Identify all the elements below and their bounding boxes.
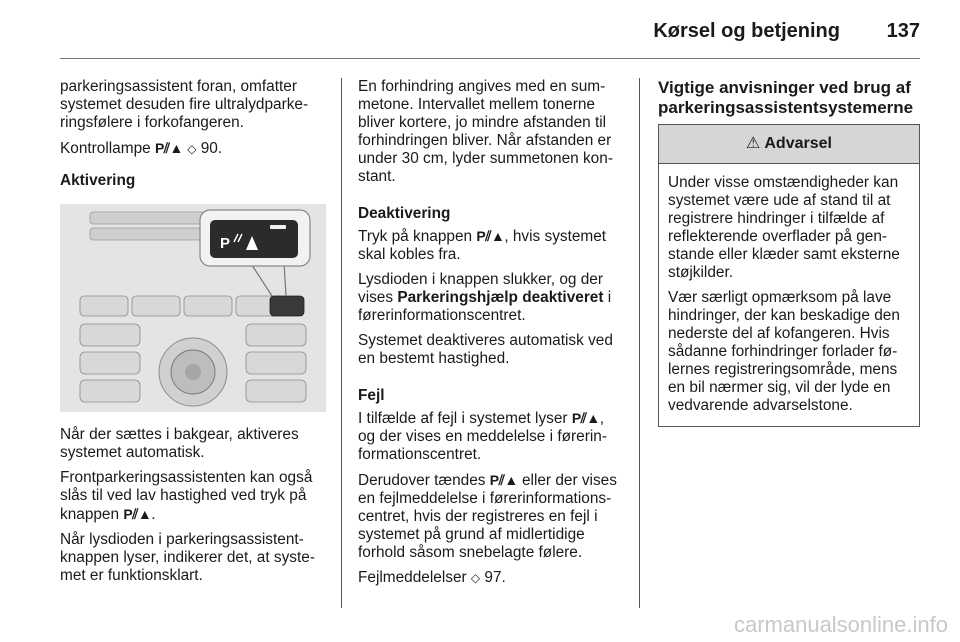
paragraph: parkeringsassistent foran, omfatter systemet desuden fire ultralydparkeringsfølere i forkofangeren. — [60, 78, 309, 131]
column-middle — [358, 78, 624, 594]
warning-title: Advarsel — [764, 135, 832, 152]
park-assist-icon: P⫽▲ — [123, 506, 152, 522]
park-assist-icon: P⫽▲ — [476, 228, 505, 244]
text: , hvis systemet skal kobles fra. — [358, 228, 607, 263]
park-assist-button-small — [270, 296, 304, 316]
section-heading-deactivation: Deaktivering — [358, 205, 451, 222]
text: Lysdioden i knappen slukker, og der vises — [358, 271, 603, 306]
paragraph: En forhindring angives med en summetone. Intervallet mellem tonerne bliver kortere, jo mindre afstanden til forhindringen bliver. Når afstanden er under 30 cm, lyder summetonen konstant. — [358, 78, 613, 185]
park-assist-icon: P⫽▲ — [154, 140, 183, 156]
paragraph — [60, 469, 326, 524]
text: Frontparkeringsassistenten kan også slås til ved lav hastighed ved tryk på knappen — [60, 469, 313, 523]
text: . — [151, 506, 156, 523]
page-number: 137 — [886, 20, 920, 42]
text: Tryk på knappen — [358, 228, 477, 245]
page-reference: 90. — [196, 140, 223, 157]
watermark: carmanualsonline.info — [733, 612, 948, 637]
button-label-p: P — [220, 235, 231, 252]
column-divider — [341, 78, 342, 608]
paragraph — [358, 271, 624, 325]
section-heading-activation: Aktivering — [60, 172, 136, 189]
paragraph — [358, 569, 624, 587]
led-indicator — [270, 225, 286, 229]
section-heading-fault: Fejl — [358, 387, 385, 404]
warning-paragraph: Vær særligt opmærksom på lave hindringer, der kan beskadige den nederste del af kofangeren. Hvis sådanne forhindringer forlader følernes registreringsområde, mens en bil nærmer sig, vil der lyde en vedvarende advarselstone. — [668, 289, 900, 414]
header-rule — [60, 58, 920, 59]
paragraph — [358, 471, 624, 562]
paragraph: Systemet deaktiveres automatisk ved en bestemt hastighed. — [358, 332, 613, 367]
page-title: Kørsel og betjening — [653, 20, 840, 42]
text: Derudover tændes — [358, 472, 490, 489]
page-header — [0, 0, 960, 60]
text: i førerinformationscentret. — [358, 289, 612, 324]
ref-arrow-icon: ◇ — [470, 571, 481, 585]
park-assist-icon: P⫽▲ — [489, 472, 518, 488]
column-divider — [639, 78, 640, 608]
paragraph: Når der sættes i bakgear, aktiveres systemet automatisk. — [60, 426, 299, 461]
warning-body — [659, 164, 919, 426]
warning-paragraph: Under visse omstændigheder kan systemet være ude af stand til at registrere hindringer i tilfælde af reflekterende overflader på genstande eller klæder samt eksterne støjkilder. — [668, 174, 900, 281]
text: I tilfælde af fejl i systemet lyser — [358, 410, 572, 427]
page-reference: 97. — [480, 569, 506, 586]
text: eller der vises en fejlmeddelelse i førerinformationscentret, hvis der registreres en fejl i systemet på grund af midlertidige forhold såsom snebelagte følere. — [358, 472, 617, 561]
park-assist-icon: P⫽▲ — [571, 410, 600, 426]
column-right — [658, 78, 920, 427]
dashboard-figure — [60, 204, 326, 412]
ref-arrow-icon: ◇ — [187, 142, 197, 156]
column-left — [60, 78, 326, 592]
display-message: Parkeringshjælp deaktiveret — [397, 289, 604, 306]
warning-box — [658, 124, 920, 427]
paragraph — [358, 227, 624, 264]
section-heading-important-notes: Vigtige anvisninger ved brug af parkeringsassistentsystemerne — [658, 78, 914, 117]
paragraph: Når lysdioden i parkeringsassistentknappen lyser, indikerer det, at systemet er funktionsklart. — [60, 531, 315, 584]
text: Kontrollampe — [60, 140, 155, 157]
text: Fejlmeddelelser — [358, 569, 471, 586]
paragraph — [60, 139, 326, 158]
center-console-illustration — [60, 204, 326, 412]
warning-icon: ⚠ — [746, 135, 761, 152]
warning-header — [659, 125, 919, 164]
text: , og der vises en meddelelse i førerinformationscentret. — [358, 410, 607, 463]
paragraph — [358, 409, 624, 464]
